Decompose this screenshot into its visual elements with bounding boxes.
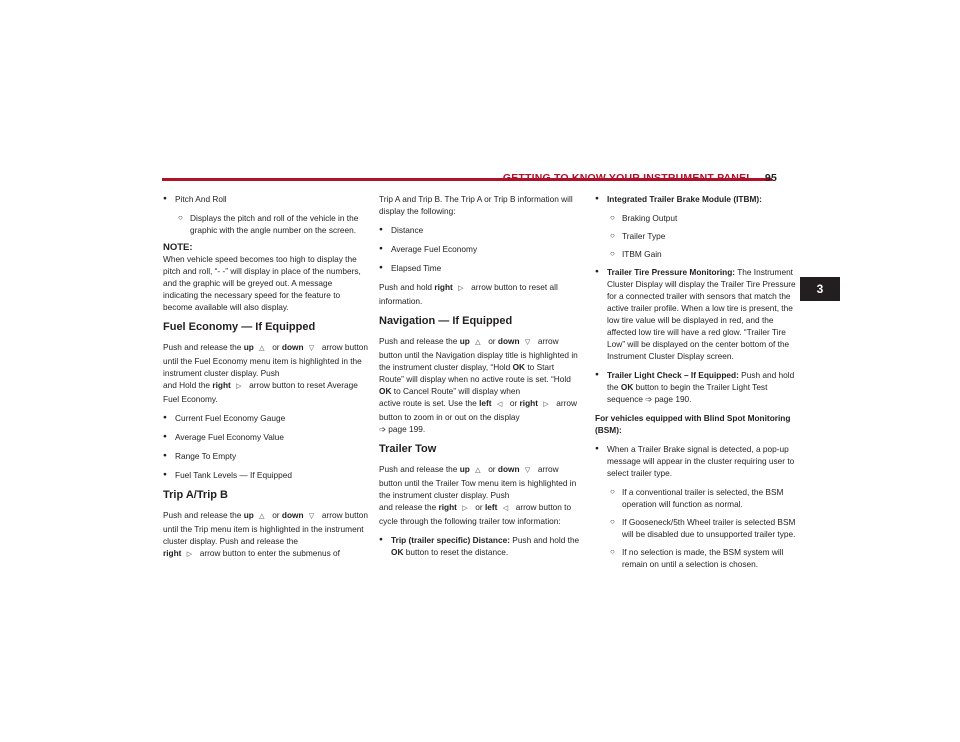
page-ref-link[interactable]: page 190. — [654, 394, 692, 404]
page-ref-icon: ➩ — [645, 394, 653, 404]
down-arrow-icon: ▽ — [308, 513, 315, 520]
section-title: GETTING TO KNOW YOUR INSTRUMENT PANEL — [502, 172, 753, 184]
bullet-fuel-3: ● Range To Empty — [163, 450, 368, 462]
column-3 — [595, 193, 800, 576]
right-arrow-icon: ▷ — [458, 285, 464, 292]
bullet-trailer-brake: ● When a Trailer Brake signal is detected, a pop-up message will appear in the cluster requiring user to select trailer type. — [595, 443, 800, 479]
left-arrow-icon: ◁ — [502, 505, 509, 512]
right-arrow-icon: ▷ — [462, 505, 468, 512]
bullet-fuel-2: ● Average Fuel Economy Value — [163, 431, 368, 443]
sub-braking-output: ○ Braking Output — [595, 212, 800, 224]
trip-paragraph: Push and release the up △ or down ▽ arrow button until the Trip menu item is highlighted in the instrument cluster display. Push and release the right ▷ arrow button to enter the submenus of — [163, 509, 368, 561]
note-text: When vehicle speed becomes too high to display the pitch and roll, “- -” will display in place of the numbers, and the graphic will be greyed out. A message indicating the necessary speed for the feature to become available will also display. — [163, 254, 361, 312]
bullet-trip-distance: ● Trip (trailer specific) Distance: Push and hold the OK button to reset the distance. — [379, 534, 581, 558]
navigation-paragraph: Push and release the up △ or down ▽ arrow button until the Navigation display title is highlighted in the instrument cluster display, “Hold OK to Start Route” will display when no active route is set. “Hold OK to Cancel Route” will display when active route is set. Use the left ◁ or right ▷ arrow button to zoom in or out on the display ➩ page 199. — [379, 336, 578, 434]
heading-fuel-economy: Fuel Economy — If Equipped — [163, 321, 316, 333]
sub-pitch-roll: ○ Displays the pitch and roll of the vehicle in the graphic with the angle number on the screen. — [163, 212, 368, 236]
bullet-light-check: ● Trailer Light Check – If Equipped: Push and hold the OK button to begin the Trailer Light Test sequence ➩ page 190. — [595, 369, 800, 405]
page-number: 95 — [764, 172, 777, 184]
sub-conventional: ○ If a conventional trailer is selected, the BSM operation will function as normal. — [595, 486, 800, 510]
right-arrow-icon: ▷ — [236, 383, 242, 390]
bullet-pitch-roll: ● Pitch And Roll — [163, 193, 368, 205]
up-arrow-icon: △ — [259, 345, 265, 352]
up-arrow-icon: △ — [259, 513, 265, 520]
sub-trailer-type: ○ Trailer Type — [595, 230, 800, 242]
right-arrow-icon: ▷ — [543, 401, 549, 408]
sub-itbm-gain: ○ ITBM Gain — [595, 248, 800, 260]
fuel-paragraph: Push and release the up △ or down ▽ arrow button until the Fuel Economy menu item is highlighted in the instrument cluster display. Push and Hold the right ▷ arrow button to reset Average Fuel Economy. — [163, 342, 368, 404]
bullet-fuel-1: ● Current Fuel Economy Gauge — [163, 412, 368, 424]
bullet-trip-3: ● Elapsed Time — [379, 262, 581, 274]
bullet-trip-1: ● Distance — [379, 224, 581, 236]
heading-navigation: Navigation — If Equipped — [379, 315, 513, 327]
bullet-itbm: ● Integrated Trailer Brake Module (ITBM): — [595, 193, 800, 205]
page-ref-link[interactable]: page 199. — [388, 424, 426, 434]
bsm-heading: For vehicles equipped with Blind Spot Monitoring (BSM): — [595, 413, 791, 435]
heading-trailer-tow: Trailer Tow — [379, 443, 437, 455]
bullet-fuel-4: ● Fuel Tank Levels — If Equipped — [163, 469, 368, 481]
column-2 — [379, 193, 581, 565]
bullet-trip-2: ● Average Fuel Economy — [379, 243, 581, 255]
sub-no-selection: ○ If no selection is made, the BSM system will remain on until a selection is chosen. — [595, 546, 800, 570]
page-ref-icon: ➩ — [379, 424, 386, 434]
left-arrow-icon: ◁ — [496, 401, 503, 408]
down-arrow-icon: ▽ — [308, 345, 315, 352]
down-arrow-icon: ▽ — [524, 339, 531, 346]
reset-paragraph: Push and hold right ▷ arrow button to reset all information. — [379, 282, 558, 306]
trip-continued: Trip A and Trip B. The Trip A or Trip B information will display the following: — [379, 194, 573, 216]
page-header — [503, 172, 777, 184]
bullet-tire-pressure: ● Trailer Tire Pressure Monitoring: The Instrument Cluster Display will display the Trailer Tire Pressure for a connected trailer with sensors that match the active trailer profile. When a low tire is present, the low tire value will be displayed in red, and the affected low tire will have a red glow. “Trailer Tire Low” will be displayed on the center bottom of the Instrument Cluster Display screen. — [595, 266, 800, 362]
sub-gooseneck: ○ If Gooseneck/5th Wheel trailer is selected BSM will be disabled due to unsupported trailer type. — [595, 516, 800, 540]
up-arrow-icon: △ — [475, 339, 481, 346]
chapter-tab: 3 — [800, 277, 840, 301]
down-arrow-icon: ▽ — [524, 467, 531, 474]
heading-trip: Trip A/Trip B — [163, 489, 228, 501]
up-arrow-icon: △ — [475, 467, 481, 474]
trailer-tow-paragraph: Push and release the up △ or down ▽ arrow button until the Trailer Tow menu item is highlighted in the instrument cluster display. Push and release the right ▷ or left ◁ arrow button to cycle through the following trailer tow information: — [379, 464, 577, 526]
right-arrow-icon: ▷ — [186, 551, 193, 558]
note-heading: NOTE: — [163, 242, 193, 253]
column-1 — [163, 193, 368, 568]
